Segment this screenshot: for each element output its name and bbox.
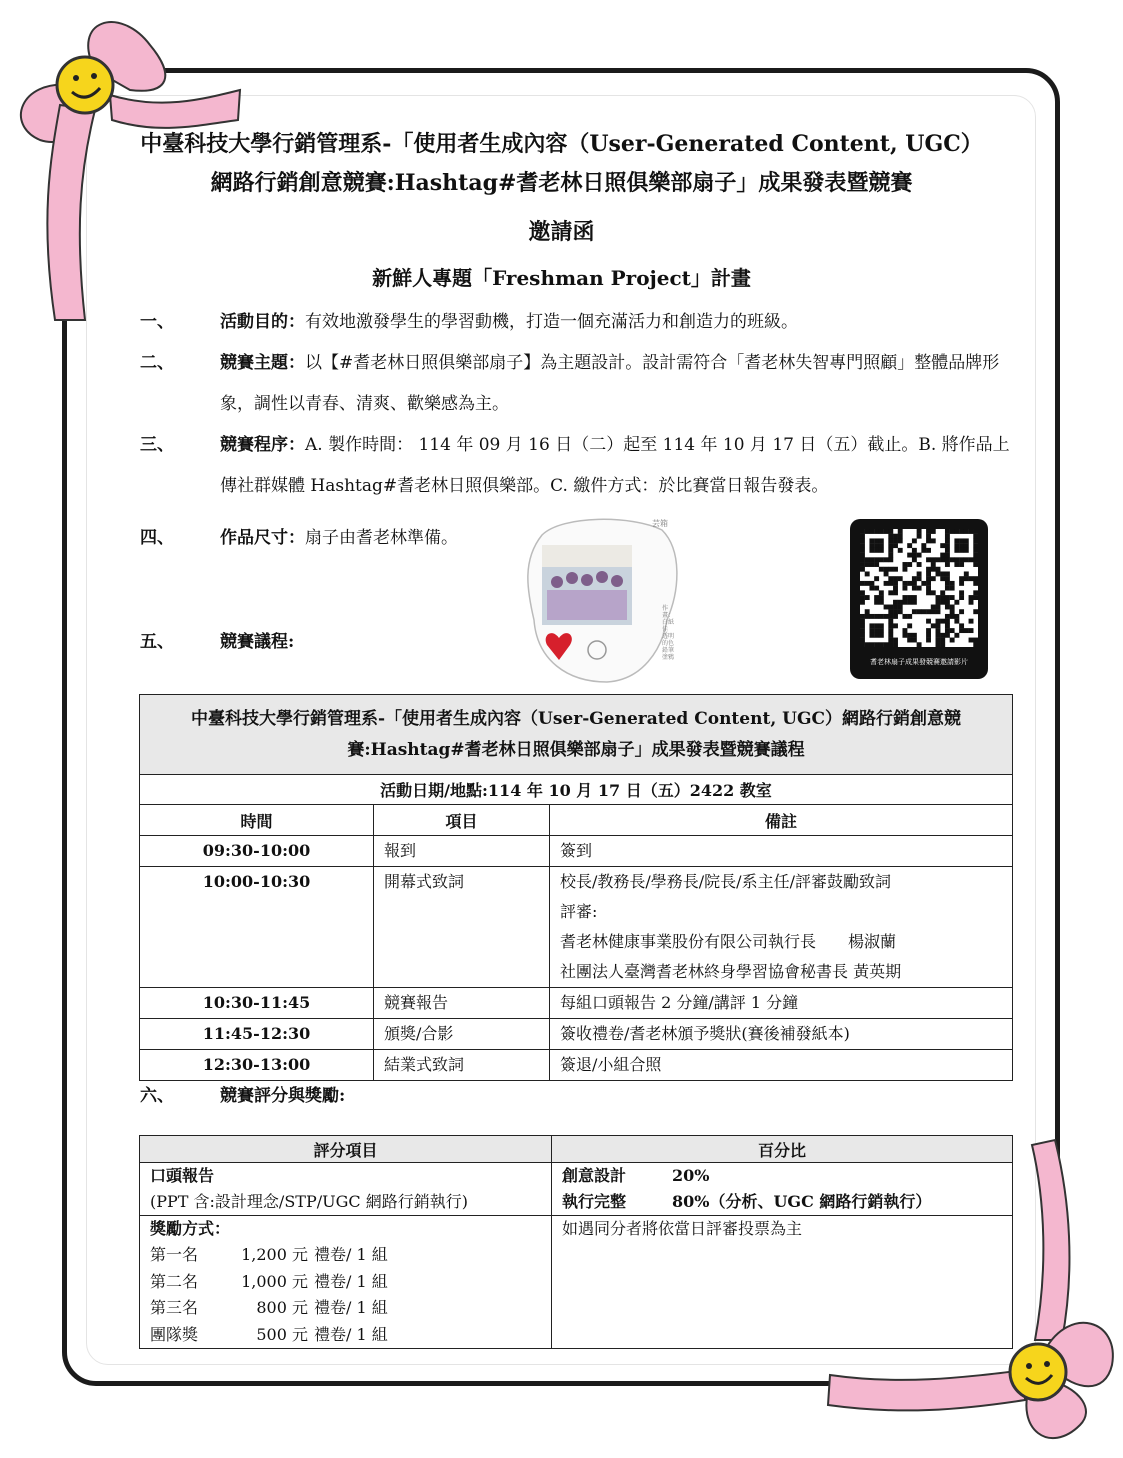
section-3: 三、 競賽程序：A. 製作時間： 114 年 09 月 16 日（二）起至 114 年 10 月 17 日（五）截止。B. 將作品上傳社群媒體 Hashtag#耆老林日照俱樂部。C. 繳件方式：於比賽當日報告發表。 — [140, 435, 1010, 496]
title-invitation: 邀請函 — [528, 219, 595, 245]
section-4: 四、 作品尺寸：扇子由耆老林準備。 — [140, 528, 458, 548]
table-row: 10:00-10:30 開幕式致詞 校長/教務長/學務長/院長/系主任/評審鼓勵致詞 評審: 耆老林健康事業股份有限公司執行長 楊淑蘭 社團法人臺灣耆老林終身學習協會秘書長 黃英期 — [140, 867, 1013, 988]
creative-design-value: 20% — [672, 1166, 710, 1185]
qr-caption: 耆老林扇子成果發競賽邀請影片 — [870, 658, 968, 666]
section-1: 一、 活動目的：有效地激發學生的學習動機，打造一個充滿活力和創造力的班級。 — [140, 312, 798, 332]
agenda-header-note: 備註 — [550, 805, 1013, 836]
title-line-1: 中臺科技大學行銷管理系-「使用者生成內容（User-Generated Content, UGC） — [140, 131, 983, 157]
table-row: 09:30-10:00 報到 簽到 — [140, 836, 1013, 867]
section-5: 五、 競賽議程: — [140, 632, 295, 652]
award-row-3: 第三名 800 元 禮卷/ 1 組 — [150, 1298, 388, 1318]
award-row-4: 團隊獎 500 元 禮卷/ 1 組 — [150, 1324, 388, 1344]
oral-report-label: 口頭報告 — [150, 1166, 215, 1185]
scoring-header-percent: 百分比 — [552, 1136, 1013, 1163]
qr-code-icon — [860, 529, 978, 647]
award-row-2: 第二名 1,000 元 禮卷/ 1 組 — [150, 1271, 388, 1291]
section-6: 六、 競賽評分與獎勵: — [140, 1086, 346, 1106]
execution-value: 80%（分析、UGC 網路行銷執行） — [672, 1192, 932, 1211]
table-row: 10:30-11:45 競賽報告 每組口頭報告 2 分鐘/講評 1 分鐘 — [140, 988, 1013, 1019]
award-row-1: 第一名 1,200 元 禮卷/ 1 組 — [150, 1245, 388, 1265]
table-row: 11:45-12:30 頒獎/合影 簽收禮卷/耆老林頒予獎狀(賽後補發紙本) — [140, 1019, 1013, 1050]
title-project: 新鮮人專題「Freshman Project」計畫 — [372, 266, 751, 290]
agenda-table — [139, 694, 1013, 1081]
agenda-header-item: 項目 — [374, 805, 550, 836]
oral-report-detail: (PPT 含:設計理念/STP/UGC 網路行銷執行) — [150, 1192, 468, 1211]
award-label: 獎勵方式： — [150, 1219, 231, 1238]
smiley-icon — [1010, 1344, 1066, 1400]
scoring-table — [139, 1135, 1013, 1349]
smiley-icon — [57, 57, 113, 113]
fan-top-text: 芸箱 — [652, 519, 668, 528]
creative-design-label: 創意設計 — [562, 1166, 627, 1185]
execution-label: 執行完整 — [562, 1192, 627, 1211]
section-2: 二、 競賽主題：以【#耆老林日照俱樂部扇子】為主題設計。設計需符合「耆老林失智專門照顧」整體品牌形象，調性以青春、清爽、歡樂感為主。 — [140, 353, 1000, 414]
table-row: 12:30-13:00 結業式致詞 簽退/小組合照 — [140, 1050, 1013, 1081]
agenda-title: 中臺科技大學行銷管理系-「使用者生成內容（User-Generated Content, UGC）網路行銷創意競賽:Hashtag#耆老林日照俱樂部扇子」成果發表暨競賽議程 — [140, 695, 1013, 775]
agenda-header-time: 時間 — [140, 805, 374, 836]
qr-code-card[interactable] — [850, 519, 988, 679]
fan-side-text: 作畫：白紙佳 透明的色鉛筆塗鴉 — [662, 605, 675, 661]
tie-note: 如遇同分者將依當日評審投票為主 — [552, 1216, 1013, 1349]
title-line-2: 網路行銷創意競賽:Hashtag#耆老林日照俱樂部扇子」成果發表暨競賽 — [210, 170, 913, 196]
fan-image — [512, 510, 687, 685]
agenda-date-place: 活動日期/地點:114 年 10 月 17 日（五）2422 教室 — [140, 775, 1013, 805]
scoring-header-item: 評分項目 — [140, 1136, 552, 1163]
